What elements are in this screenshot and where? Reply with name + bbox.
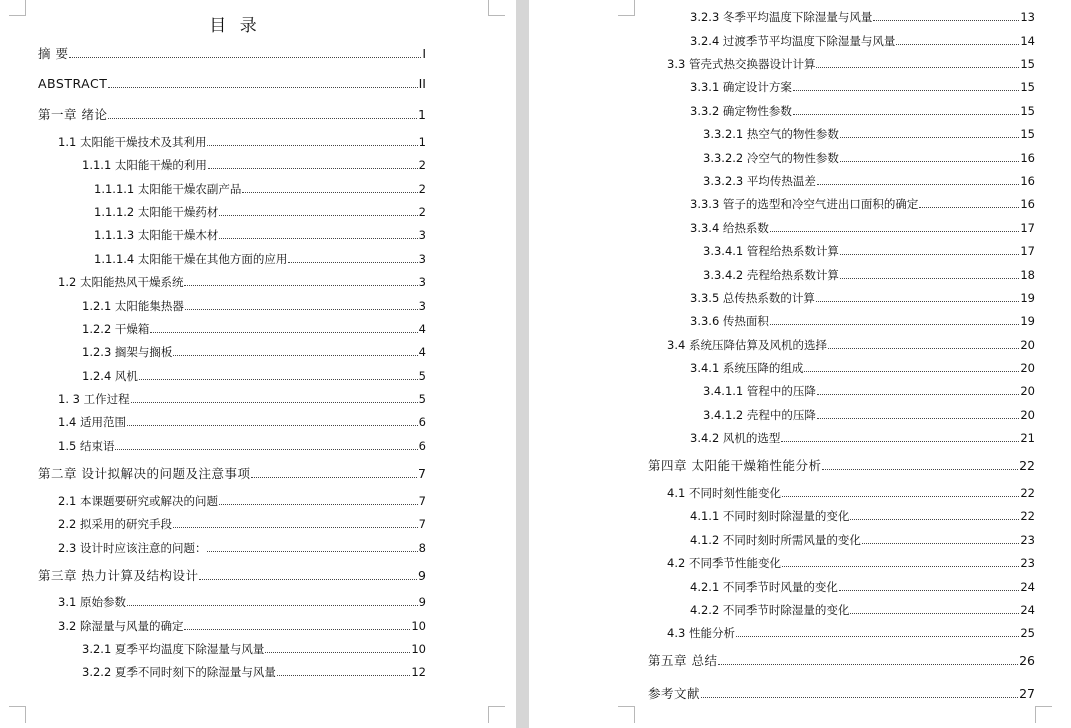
toc-entry-page-number: 22 <box>1020 486 1035 500</box>
toc-entry-label: 2.2 拟采用的研究手段 <box>58 517 172 531</box>
toc-entry-page-number: 17 <box>1020 244 1035 258</box>
toc-entry-label: 参考文献 <box>648 686 701 701</box>
toc-entry-label: 3.3.4.1 管程给热系数计算 <box>703 244 839 258</box>
toc-entry-label: 3.1 原始参数 <box>58 595 126 609</box>
toc-entry <box>703 408 1035 423</box>
toc-entry-page-number: 19 <box>1020 291 1035 305</box>
toc-entry-label: 3.3.1 确定设计方案 <box>690 80 792 94</box>
toc-entry-label: 3.4.1.1 管程中的压降 <box>703 384 816 398</box>
toc-entry-label: 3.2.3 冬季平均温度下除湿量与风量 <box>690 10 873 24</box>
toc-dot-leader <box>288 262 417 263</box>
toc-entry <box>690 314 1035 329</box>
toc-entry-page-number: 3 <box>418 228 426 242</box>
toc-dot-leader <box>139 379 418 380</box>
toc-entry-page-number: 25 <box>1020 626 1035 640</box>
toc-entry-label: 1.1.1 太阳能干燥的利用 <box>82 158 207 172</box>
toc-entry <box>667 486 1035 501</box>
toc-entry <box>38 107 426 122</box>
toc-entry <box>690 221 1035 236</box>
toc-dot-leader <box>127 605 418 606</box>
toc-dot-leader <box>782 566 1019 567</box>
toc-dot-leader <box>185 309 418 310</box>
toc-entry <box>94 228 426 243</box>
toc-entry-page-number: 10 <box>411 619 426 633</box>
toc-entry <box>667 626 1035 641</box>
toc-entry-page-number: 22 <box>1020 509 1035 523</box>
toc-entry <box>82 345 426 360</box>
page-corner-mark <box>1035 706 1052 723</box>
toc-entry-label: 1.2.1 太阳能集热器 <box>82 299 184 313</box>
toc-entry-label: 4.3 性能分析 <box>667 626 735 640</box>
toc-entry-label: 第四章 太阳能干燥箱性能分析 <box>648 458 822 473</box>
toc-dot-leader <box>251 477 417 478</box>
toc-entry <box>690 34 1035 49</box>
toc-entry-page-number: 20 <box>1020 408 1035 422</box>
toc-dot-leader <box>862 543 1019 544</box>
toc-entry <box>58 275 426 290</box>
toc-entry <box>82 322 426 337</box>
toc-entry-label: 3.3.6 传热面积 <box>690 314 769 328</box>
toc-entry <box>58 494 426 509</box>
toc-entry-page-number: 3 <box>418 275 426 289</box>
toc-entry <box>38 466 426 481</box>
toc-entry-page-number: 5 <box>418 392 426 406</box>
toc-entry-page-number: 15 <box>1020 80 1035 94</box>
toc-entry-page-number: 24 <box>1020 580 1035 594</box>
toc-entry-label: 3.2 除湿量与风量的确定 <box>58 619 184 633</box>
toc-entry-page-number: 17 <box>1020 221 1035 235</box>
toc-entry-page-number: 2 <box>418 182 426 196</box>
toc-dot-leader <box>850 519 1019 520</box>
toc-entry-page-number: 16 <box>1020 174 1035 188</box>
toc-entry <box>690 104 1035 119</box>
toc-dot-leader <box>219 504 418 505</box>
toc-entry-label: 2.1 本课题要研究或解决的问题 <box>58 494 218 508</box>
toc-entry-page-number: 13 <box>1020 10 1035 24</box>
toc-entry-page-number: 3 <box>418 299 426 313</box>
toc-entry-label: 1.1.1.1 太阳能干燥农副产品 <box>94 182 242 196</box>
toc-entry-label: 1.2.4 风机 <box>82 369 138 383</box>
toc-entry-page-number: 15 <box>1020 104 1035 118</box>
toc-entry-label: 1.4 适用范围 <box>58 415 126 429</box>
toc-dot-leader <box>919 207 1019 208</box>
toc-entry-label: 1.2 太阳能热风干燥系统 <box>58 275 184 289</box>
toc-entry-page-number: 9 <box>418 595 426 609</box>
toc-entry-label: 1.1.1.4 太阳能干燥在其他方面的应用 <box>94 252 288 266</box>
toc-dot-leader <box>828 348 1019 349</box>
toc-entry-label: 3.2.1 夏季平均温度下除湿量与风量 <box>82 642 265 656</box>
toc-dot-leader <box>108 118 417 119</box>
toc-dot-leader <box>817 394 1019 395</box>
toc-entry-label: 4.2 不同季节性能变化 <box>667 556 781 570</box>
toc-dot-leader <box>173 355 417 356</box>
toc-entry-page-number: 8 <box>418 541 426 555</box>
toc-entry <box>667 338 1035 353</box>
toc-dot-leader <box>770 231 1019 232</box>
toc-entry <box>667 57 1035 72</box>
toc-entry <box>703 268 1035 283</box>
toc-entry <box>82 299 426 314</box>
toc-entry <box>58 619 426 634</box>
toc-dot-leader <box>173 527 418 528</box>
toc-entry-label: 第五章 总结 <box>648 653 718 668</box>
toc-entry <box>94 182 426 197</box>
toc-entry-page-number: 4 <box>418 322 426 336</box>
toc-entry <box>648 458 1035 473</box>
toc-entry <box>58 439 426 454</box>
toc-dot-leader <box>131 402 418 403</box>
toc-entry-page-number: I <box>422 46 426 61</box>
toc-dot-leader <box>199 579 417 580</box>
toc-title: 目 录 <box>209 16 261 36</box>
toc-dot-leader <box>184 629 410 630</box>
page-corner-mark <box>488 0 505 16</box>
toc-dot-leader <box>265 652 410 653</box>
toc-dot-leader <box>207 145 417 146</box>
toc-dot-leader <box>127 425 418 426</box>
toc-entry-label: 3.3.3 管子的选型和冷空气进出口面积的确定 <box>690 197 919 211</box>
toc-entry-page-number: 14 <box>1020 34 1035 48</box>
toc-entry <box>690 509 1035 524</box>
toc-entry-page-number: 7 <box>418 517 426 531</box>
toc-dot-leader <box>781 441 1019 442</box>
toc-dot-leader <box>840 254 1019 255</box>
toc-entry-page-number: 20 <box>1020 384 1035 398</box>
toc-dot-leader <box>850 613 1019 614</box>
toc-dot-leader <box>782 496 1019 497</box>
toc-entry <box>648 653 1035 668</box>
toc-entry-page-number: 15 <box>1020 127 1035 141</box>
toc-entry <box>38 76 426 91</box>
toc-entry-page-number: 27 <box>1019 686 1035 701</box>
toc-entry-page-number: 7 <box>418 494 426 508</box>
toc-entry <box>690 291 1035 306</box>
toc-entry-page-number: 9 <box>418 568 426 583</box>
toc-dot-leader <box>804 371 1019 372</box>
toc-entry-label: 3.4 系统压降估算及风机的选择 <box>667 338 827 352</box>
toc-entry-page-number: 26 <box>1019 653 1035 668</box>
toc-dot-leader <box>184 285 417 286</box>
toc-entry-page-number: 12 <box>411 665 426 679</box>
toc-dot-leader <box>817 184 1019 185</box>
toc-dot-leader <box>816 67 1019 68</box>
toc-entry-label: 3.3.2 确定物性参数 <box>690 104 792 118</box>
toc-entry-label: 3.4.1.2 壳程中的压降 <box>703 408 816 422</box>
toc-dot-leader <box>896 44 1019 45</box>
page-corner-mark <box>488 706 505 723</box>
toc-entry <box>703 384 1035 399</box>
toc-entry-label: 2.3 设计时应该注意的问题： <box>58 541 207 555</box>
toc-dot-leader <box>770 324 1019 325</box>
toc-entry-label: 3.4.2 风机的选型 <box>690 431 781 445</box>
toc-entry-page-number: 1 <box>418 107 426 122</box>
toc-entry <box>703 151 1035 166</box>
toc-dot-leader <box>873 20 1019 21</box>
toc-entry-page-number: 20 <box>1020 361 1035 375</box>
toc-entry-page-number: 5 <box>418 369 426 383</box>
toc-entry-page-number: 16 <box>1020 197 1035 211</box>
toc-entry <box>82 642 426 657</box>
toc-dot-leader <box>817 418 1019 419</box>
toc-entry-label: 3.3.5 总传热系数的计算 <box>690 291 815 305</box>
toc-entry <box>58 541 426 556</box>
toc-entry <box>38 46 426 61</box>
toc-entry-label: 4.2.2 不同季节时除湿量的变化 <box>690 603 850 617</box>
toc-entry-page-number: 22 <box>1019 458 1035 473</box>
toc-entry-label: 4.1.1 不同时刻时除湿量的变化 <box>690 509 850 523</box>
toc-entry <box>690 603 1035 618</box>
toc-dot-leader <box>150 332 417 333</box>
document-page-left <box>0 0 516 728</box>
toc-entry-label: 1.1 太阳能干燥技术及其利用 <box>58 135 207 149</box>
toc-entry-page-number: 7 <box>418 466 426 481</box>
toc-dot-leader <box>816 301 1019 302</box>
toc-entry <box>690 431 1035 446</box>
toc-entry-label: 4.1.2 不同时刻时所需风量的变化 <box>690 533 861 547</box>
toc-dot-leader <box>840 137 1019 138</box>
toc-entry-label: 1.2.3 搁架与搁板 <box>82 345 173 359</box>
toc-entry-page-number: 2 <box>418 158 426 172</box>
toc-entry-page-number: 15 <box>1020 57 1035 71</box>
toc-entry-page-number: 6 <box>418 439 426 453</box>
toc-entry <box>703 244 1035 259</box>
toc-dot-leader <box>115 449 417 450</box>
toc-entry <box>82 158 426 173</box>
toc-dot-leader <box>219 238 417 239</box>
toc-dot-leader <box>207 551 417 552</box>
toc-dot-leader <box>108 87 417 88</box>
toc-entry-label: 3.2.4 过渡季节平均温度下除湿量与风量 <box>690 34 896 48</box>
toc-entry-label: 3.3.4 给热系数 <box>690 221 769 235</box>
toc-entry-label: 1. 3 工作过程 <box>58 392 130 406</box>
toc-entry-label: 3.4.1 系统压降的组成 <box>690 361 804 375</box>
toc-dot-leader <box>701 697 1018 698</box>
toc-dot-leader <box>718 664 1018 665</box>
toc-entry <box>94 205 426 220</box>
toc-entry <box>82 369 426 384</box>
toc-entry-page-number: 20 <box>1020 338 1035 352</box>
toc-entry-label: 3.3.2.3 平均传热温差 <box>703 174 816 188</box>
toc-entry <box>58 135 426 150</box>
toc-entry-page-number: 4 <box>418 345 426 359</box>
toc-entry-label: 3.3.2.1 热空气的物性参数 <box>703 127 839 141</box>
toc-entry <box>690 197 1035 212</box>
toc-entry-page-number: 19 <box>1020 314 1035 328</box>
toc-entry-label: 1.2.2 干燥箱 <box>82 322 150 336</box>
toc-dot-leader <box>793 114 1019 115</box>
toc-entry-page-number: 6 <box>418 415 426 429</box>
toc-dot-leader <box>736 636 1019 637</box>
toc-entry-page-number: 23 <box>1020 533 1035 547</box>
toc-entry <box>648 686 1035 701</box>
toc-entry-label: 第三章 热力计算及结构设计 <box>38 568 199 583</box>
toc-entry-page-number: 3 <box>418 252 426 266</box>
toc-entry <box>690 80 1035 95</box>
toc-entry-page-number: 16 <box>1020 151 1035 165</box>
toc-entry <box>690 580 1035 595</box>
page-corner-mark <box>618 0 635 16</box>
toc-entry-label: 3.2.2 夏季不同时刻下的除湿量与风量 <box>82 665 276 679</box>
toc-dot-leader <box>840 161 1019 162</box>
toc-entry-page-number: 18 <box>1020 268 1035 282</box>
toc-entry-label: 3.3.2.2 冷空气的物性参数 <box>703 151 839 165</box>
toc-entry-label: 摘 要 <box>38 46 69 61</box>
toc-dot-leader <box>840 278 1019 279</box>
page-corner-mark <box>618 706 635 723</box>
toc-dot-leader <box>277 675 410 676</box>
toc-dot-leader <box>208 168 418 169</box>
toc-entry <box>690 361 1035 376</box>
page-corner-mark <box>9 706 26 723</box>
toc-entry-label: 3.3.4.2 壳程给热系数计算 <box>703 268 839 282</box>
toc-dot-leader <box>793 90 1019 91</box>
toc-entry-label: ABSTRACT <box>38 76 108 91</box>
toc-entry-page-number: 10 <box>411 642 426 656</box>
toc-entry-page-number: 23 <box>1020 556 1035 570</box>
toc-entry-page-number: II <box>418 76 426 91</box>
toc-entry-label: 第一章 绪论 <box>38 107 108 122</box>
toc-entry <box>38 568 426 583</box>
toc-entry-page-number: 21 <box>1020 431 1035 445</box>
toc-entry-label: 4.1 不同时刻性能变化 <box>667 486 781 500</box>
toc-dot-leader <box>822 469 1018 470</box>
toc-entry-label: 4.2.1 不同季节时风量的变化 <box>690 580 838 594</box>
toc-entry <box>703 127 1035 142</box>
toc-entry <box>703 174 1035 189</box>
toc-entry <box>58 595 426 610</box>
toc-entry <box>58 415 426 430</box>
toc-entry-label: 第二章 设计拟解决的问题及注意事项 <box>38 466 251 481</box>
toc-entry <box>690 10 1035 25</box>
toc-entry-page-number: 1 <box>418 135 426 149</box>
toc-entry-label: 1.5 结束语 <box>58 439 115 453</box>
toc-entry <box>58 392 426 407</box>
toc-entry <box>58 517 426 532</box>
document-page-right <box>529 0 1071 728</box>
toc-entry-label: 3.3 管壳式热交换器设计计算 <box>667 57 816 71</box>
toc-dot-leader <box>242 192 417 193</box>
toc-dot-leader <box>69 57 421 58</box>
toc-dot-leader <box>219 215 417 216</box>
toc-dot-leader <box>839 590 1019 591</box>
toc-entry <box>690 533 1035 548</box>
toc-entry <box>667 556 1035 571</box>
toc-entry-label: 1.1.1.3 太阳能干燥木材 <box>94 228 219 242</box>
toc-entry <box>94 252 426 267</box>
toc-entry-page-number: 24 <box>1020 603 1035 617</box>
toc-entry-page-number: 2 <box>418 205 426 219</box>
toc-entry <box>82 665 426 680</box>
toc-entry-label: 1.1.1.2 太阳能干燥药材 <box>94 205 219 219</box>
